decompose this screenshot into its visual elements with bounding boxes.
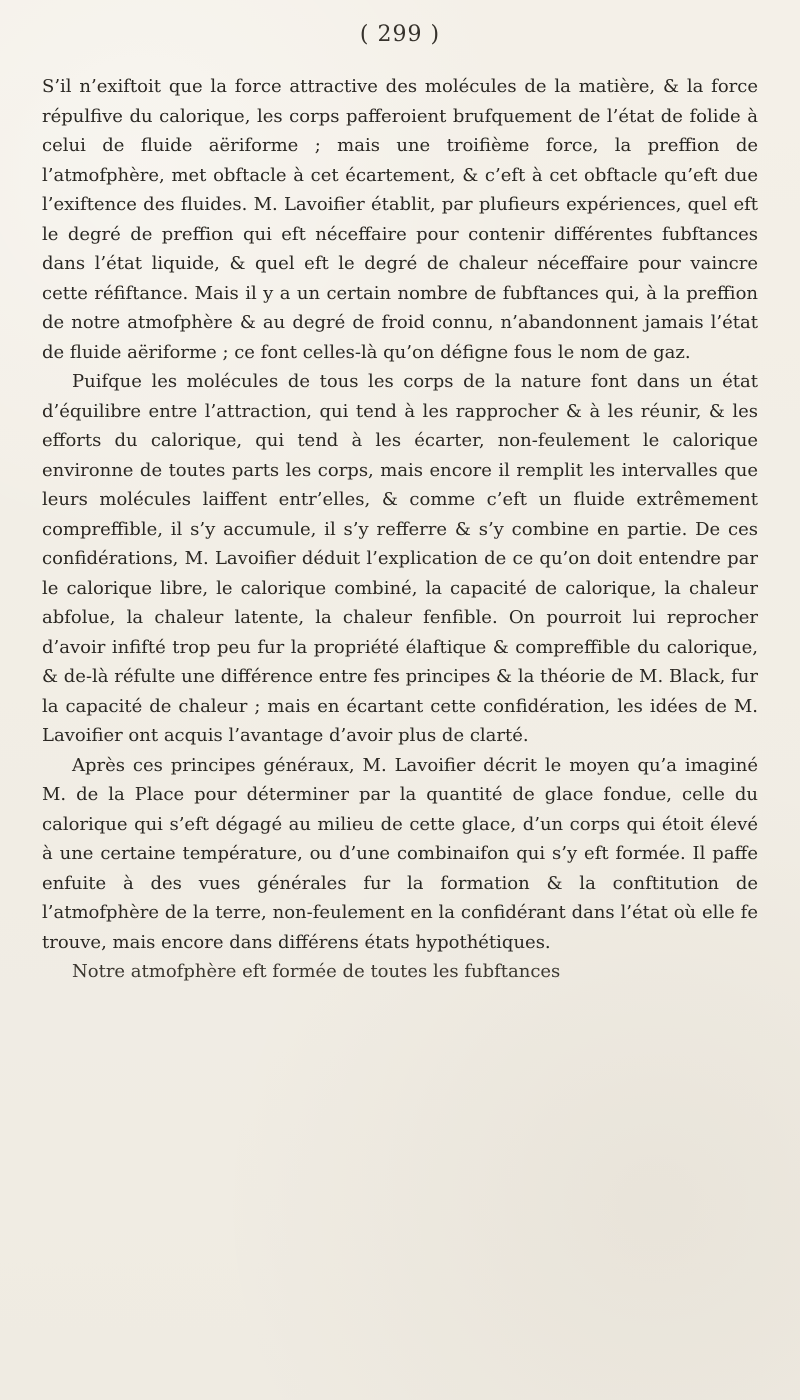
paragraph-3: Après ces principes généraux, M. Lavoifier décrit le moyen qu’a imaginé M. de la Place pour déterminer par la quantité de glace fondue, celle du calorique qui s’eft dégagé au milieu de cette glace, d’un corps qui étoit élevé à une certaine température, ou d’une combinaifon qui s’y eft formée. Il paffe enfuite à des vues générales fur la formation & la conftitution de l’atmofphère de la terre, non-feulement en la confidérant dans l’état où elle fe trouve, mais encore dans différens états hypothétiques.: [42, 754, 758, 953]
page-number: ( 299 ): [359, 22, 441, 47]
paragraph-2: Puifque les molécules de tous les corps de la nature font dans un état d’équilibre entre l’attraction, qui tend à les rapprocher & à les réunir, & les efforts du calorique, qui tend à les écarter, non-feulement le calorique environne de toutes parts les corps, mais encore il remplit les intervalles que leurs molécules laiffent entr’elles, & comme c’eft un fluide extrêmement compreffible, il s’y accumule, il s’y refferre & s’y combine en partie. De ces confidérations, M. Lavoifier déduit l’explication de ce qu’on doit entendre par le calorique libre, le calorique combiné, la capacité de calorique, la chaleur abfolue, la chaleur latente, la chaleur fenfible. On pourroit lui reprocher d’avoir infifté trop peu fur la propriété élaftique & compreffible du calorique, & de-là réfulte une différence entre fes principes & la théorie de M. Black, fur la capacité de chaleur ; mais en écartant cette confidération, les idées de M. Lavoifier ont acquis l’avantage d’avoir plus de clarté.: [42, 371, 758, 746]
main-text: [42, 72, 758, 1372]
paragraph-4: Notre atmofphère eft formée de toutes les fubftances: [72, 961, 561, 982]
page-header: [0, 22, 800, 47]
paragraph-1: S’il n’exiftoit que la force attractive des molécules de la matière, & la force répulfive du calorique, les corps pafferoient brufquement de l’état de folide à celui de fluide aëriforme ; mais une troifième force, la preffion de l’atmofphère, met obftacle à cet écartement, & c’eft à cet obftacle qu’eft due l’exiftence des fluides. M. Lavoifier établit, par plufieurs expériences, quel eft le degré de preffion qui eft néceffaire pour contenir différentes fubftances dans l’état liquide, & quel eft le degré de chaleur néceffaire pour vaincre cette réfiftance. Mais il y a un certain nombre de fubftances qui, à la preffion de notre atmofphère & au degré de froid connu, n’abandonnent jamais l’état de fluide aëriforme ; ce font celles-là qu’on défigne fous le nom de gaz.: [42, 76, 758, 363]
